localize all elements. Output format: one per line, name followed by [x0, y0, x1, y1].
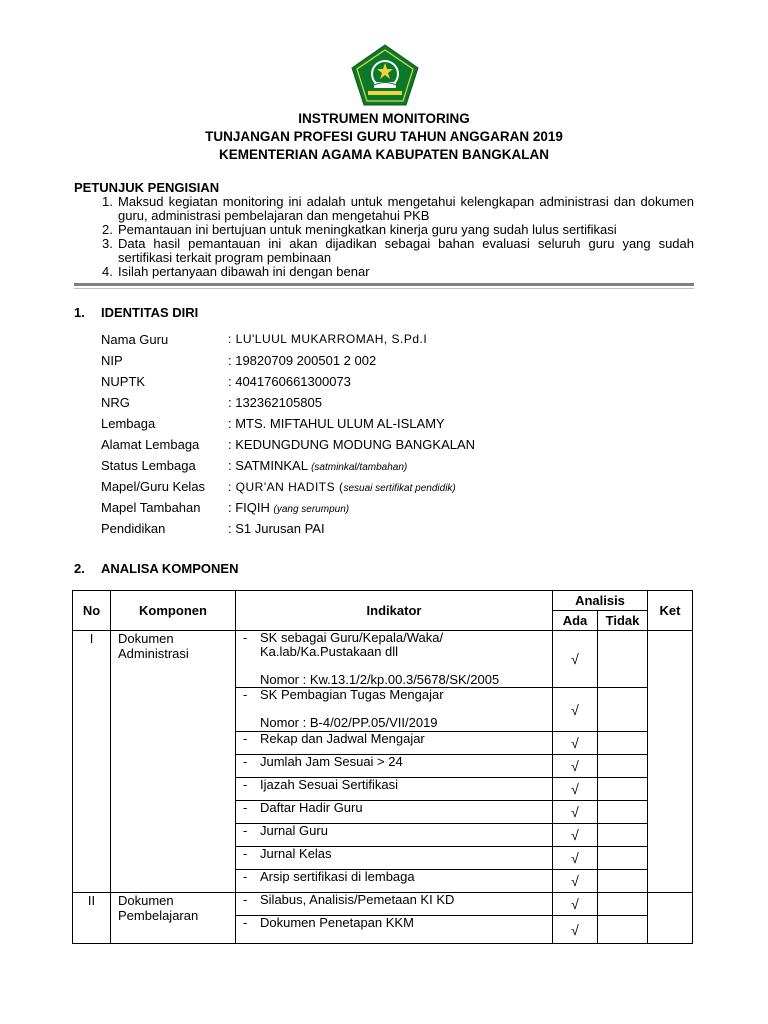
section-2-title [74, 561, 238, 576]
indikator-cell [236, 755, 553, 778]
section-1-label: IDENTITAS DIRI [101, 305, 199, 320]
ada-check: √ [553, 893, 598, 916]
ada-check: √ [553, 688, 598, 732]
tidak-cell [598, 893, 648, 916]
indikator-line: Ka.lab/Ka.Pustakaan dll [260, 644, 399, 659]
dash-bullet: - [243, 800, 248, 815]
indikator-cell [236, 916, 553, 944]
tidak-cell [598, 688, 648, 732]
indikator-line: Jurnal Kelas [260, 846, 332, 861]
petunjuk-item-num: 3. [102, 236, 113, 251]
ident-label: Nama Guru [101, 332, 169, 347]
ident-label: NUPTK [101, 374, 146, 389]
section-1-title [74, 305, 198, 320]
dash-bullet: - [243, 869, 248, 884]
col-header-tidak: Tidak [598, 611, 648, 631]
indikator-cell [236, 801, 553, 824]
section-2-label: ANALISA KOMPONEN [101, 561, 239, 576]
ident-note: (yang serumpun) [273, 504, 350, 515]
indikator-line-blank [260, 702, 552, 716]
indikator-text [236, 847, 552, 861]
col-header-ket: Ket [648, 591, 693, 631]
doc-title-line-2: TUNJANGAN PROFESI GURU TAHUN ANGGARAN 2019 [205, 129, 563, 144]
dash-bullet: - [243, 687, 248, 702]
indikator-line: SK sebagai Guru/Kepala/Waka/ [260, 630, 444, 645]
indikator-cell [236, 688, 553, 732]
ident-value: : 4041760661300073 [228, 374, 351, 389]
section-divider [74, 283, 694, 286]
dash-bullet: - [243, 846, 248, 861]
ident-value: : LU'LUUL MUKARROMAH, S.Pd.I [228, 332, 428, 346]
group-no: I [73, 631, 111, 893]
tidak-cell [598, 801, 648, 824]
indikator-text [236, 688, 552, 730]
col-header-indikator: Indikator [236, 591, 553, 631]
indikator-text [236, 916, 552, 930]
ada-check: √ [553, 801, 598, 824]
ada-check: √ [553, 847, 598, 870]
petunjuk-title: PETUNJUK PENGISIAN [74, 180, 220, 195]
ada-check: √ [553, 870, 598, 893]
ident-label: Status Lembaga [101, 458, 196, 473]
ident-value: : SATMINKAL [228, 458, 312, 473]
petunjuk-item [102, 265, 694, 279]
indikator-line: Jurnal Guru [260, 823, 328, 838]
ada-check: √ [553, 824, 598, 847]
doc-title-line-3: KEMENTERIAN AGAMA KABUPATEN BANGKALAN [219, 147, 549, 162]
table-row [73, 893, 693, 916]
indikator-cell [236, 778, 553, 801]
petunjuk-list [102, 195, 694, 279]
group-no: II [73, 893, 111, 944]
kemenag-logo [350, 44, 420, 106]
indikator-line: Daftar Hadir Guru [260, 800, 363, 815]
indikator-line: Dokumen Penetapan KKM [260, 915, 414, 930]
indikator-cell [236, 824, 553, 847]
indikator-cell [236, 631, 553, 688]
dash-bullet: - [243, 892, 248, 907]
ket-cell [648, 631, 693, 893]
col-header-analisis: Analisis [553, 591, 648, 611]
indikator-text [236, 824, 552, 838]
ket-cell [648, 893, 693, 944]
col-header-komponen: Komponen [111, 591, 236, 631]
indikator-line: Rekap dan Jadwal Mengajar [260, 731, 425, 746]
section-divider-thin [74, 288, 694, 289]
ident-label: Pendidikan [101, 521, 166, 536]
tidak-cell [598, 847, 648, 870]
ada-check: √ [553, 732, 598, 755]
ident-label: NRG [101, 395, 130, 410]
indikator-line: Ijazah Sesuai Sertifikasi [260, 777, 399, 792]
dash-bullet: - [243, 754, 248, 769]
indikator-cell [236, 847, 553, 870]
dash-bullet: - [243, 777, 248, 792]
doc-title-line-1: INSTRUMEN MONITORING [298, 111, 470, 126]
dash-bullet: - [243, 915, 248, 930]
dash-bullet: - [243, 731, 248, 746]
col-header-ada: Ada [553, 611, 598, 631]
ident-value: : KEDUNGDUNG MODUNG BANGKALAN [228, 437, 476, 452]
indikator-text [236, 870, 552, 884]
indikator-line: Nomor : B-4/02/PP.05/VII/2019 [260, 715, 438, 730]
ident-label: Lembaga [101, 416, 156, 431]
tidak-cell [598, 870, 648, 893]
ident-value: : 132362105805 [228, 395, 322, 410]
ada-check: √ [553, 631, 598, 688]
section-1-number: 1. [74, 305, 85, 320]
indikator-line: Nomor : Kw.13.1/2/kp.00.3/5678/SK/2005 [260, 672, 500, 687]
group-komponen: Dokumen Pembelajaran [111, 893, 236, 944]
petunjuk-item-text: Data hasil pemantauan ini akan dijadikan sebagai bahan evaluasi seluruh guru yang sudah sertifikasi terkait program pembinaan [118, 236, 694, 265]
tidak-cell [598, 631, 648, 688]
petunjuk-item-num: 1. [102, 194, 113, 209]
petunjuk-item-text: Isilah pertanyaan dibawah ini dengan benar [118, 264, 370, 279]
ada-check: √ [553, 778, 598, 801]
indikator-text [236, 778, 552, 792]
indikator-text [236, 801, 552, 815]
petunjuk-item-text: Pemantauan ini bertujuan untuk meningkatkan kinerja guru yang sudah lulus sertifikasi [118, 222, 617, 237]
ada-check: √ [553, 755, 598, 778]
petunjuk-item-num: 4. [102, 264, 113, 279]
indikator-line-blank [260, 659, 552, 673]
petunjuk-item [102, 237, 694, 265]
indikator-cell [236, 870, 553, 893]
tidak-cell [598, 755, 648, 778]
indikator-text [236, 732, 552, 746]
petunjuk-item [102, 223, 694, 237]
ident-value: : S1 Jurusan PAI [228, 521, 325, 536]
indikator-line: Silabus, Analisis/Pemetaan KI KD [260, 892, 455, 907]
ident-value: : FIQIH [228, 500, 274, 515]
ident-label: Mapel/Guru Kelas [101, 479, 206, 494]
tidak-cell [598, 824, 648, 847]
ada-check: √ [553, 916, 598, 944]
ident-note: sesuai sertifikat pendidik) [343, 483, 456, 494]
ident-label: Alamat Lembaga [101, 437, 200, 452]
indikator-cell [236, 893, 553, 916]
table-row [73, 631, 693, 688]
section-2-number: 2. [74, 561, 85, 576]
col-header-no: No [73, 591, 111, 631]
group-komponen: Dokumen Administrasi [111, 631, 236, 893]
ident-label: Mapel Tambahan [101, 500, 201, 515]
indikator-cell [236, 732, 553, 755]
ident-value: : MTS. MIFTAHUL ULUM AL-ISLAMY [228, 416, 445, 431]
petunjuk-item-text: Maksud kegiatan monitoring ini adalah untuk mengetahui kelengkapan administrasi dan dokumen guru, administrasi pembelajaran dan mengetahui PKB [118, 194, 694, 223]
petunjuk-item-num: 2. [102, 222, 113, 237]
tidak-cell [598, 916, 648, 944]
ident-note: (satminkal/tambahan) [311, 462, 408, 473]
ident-value: : 19820709 200501 2 002 [228, 353, 377, 368]
indikator-line: Arsip sertifikasi di lembaga [260, 869, 415, 884]
ident-value: : QUR'AN HADITS ( [228, 480, 344, 494]
indikator-text [236, 893, 552, 907]
petunjuk-item [102, 195, 694, 223]
tidak-cell [598, 778, 648, 801]
indikator-line: Jumlah Jam Sesuai > 24 [260, 754, 403, 769]
indikator-text [236, 755, 552, 769]
dash-bullet: - [243, 630, 248, 645]
tidak-cell [598, 732, 648, 755]
analisa-komponen-table [72, 590, 693, 944]
ident-label: NIP [101, 353, 123, 368]
dash-bullet: - [243, 823, 248, 838]
indikator-line: SK Pembagian Tugas Mengajar [260, 687, 444, 702]
indikator-text [236, 631, 552, 687]
